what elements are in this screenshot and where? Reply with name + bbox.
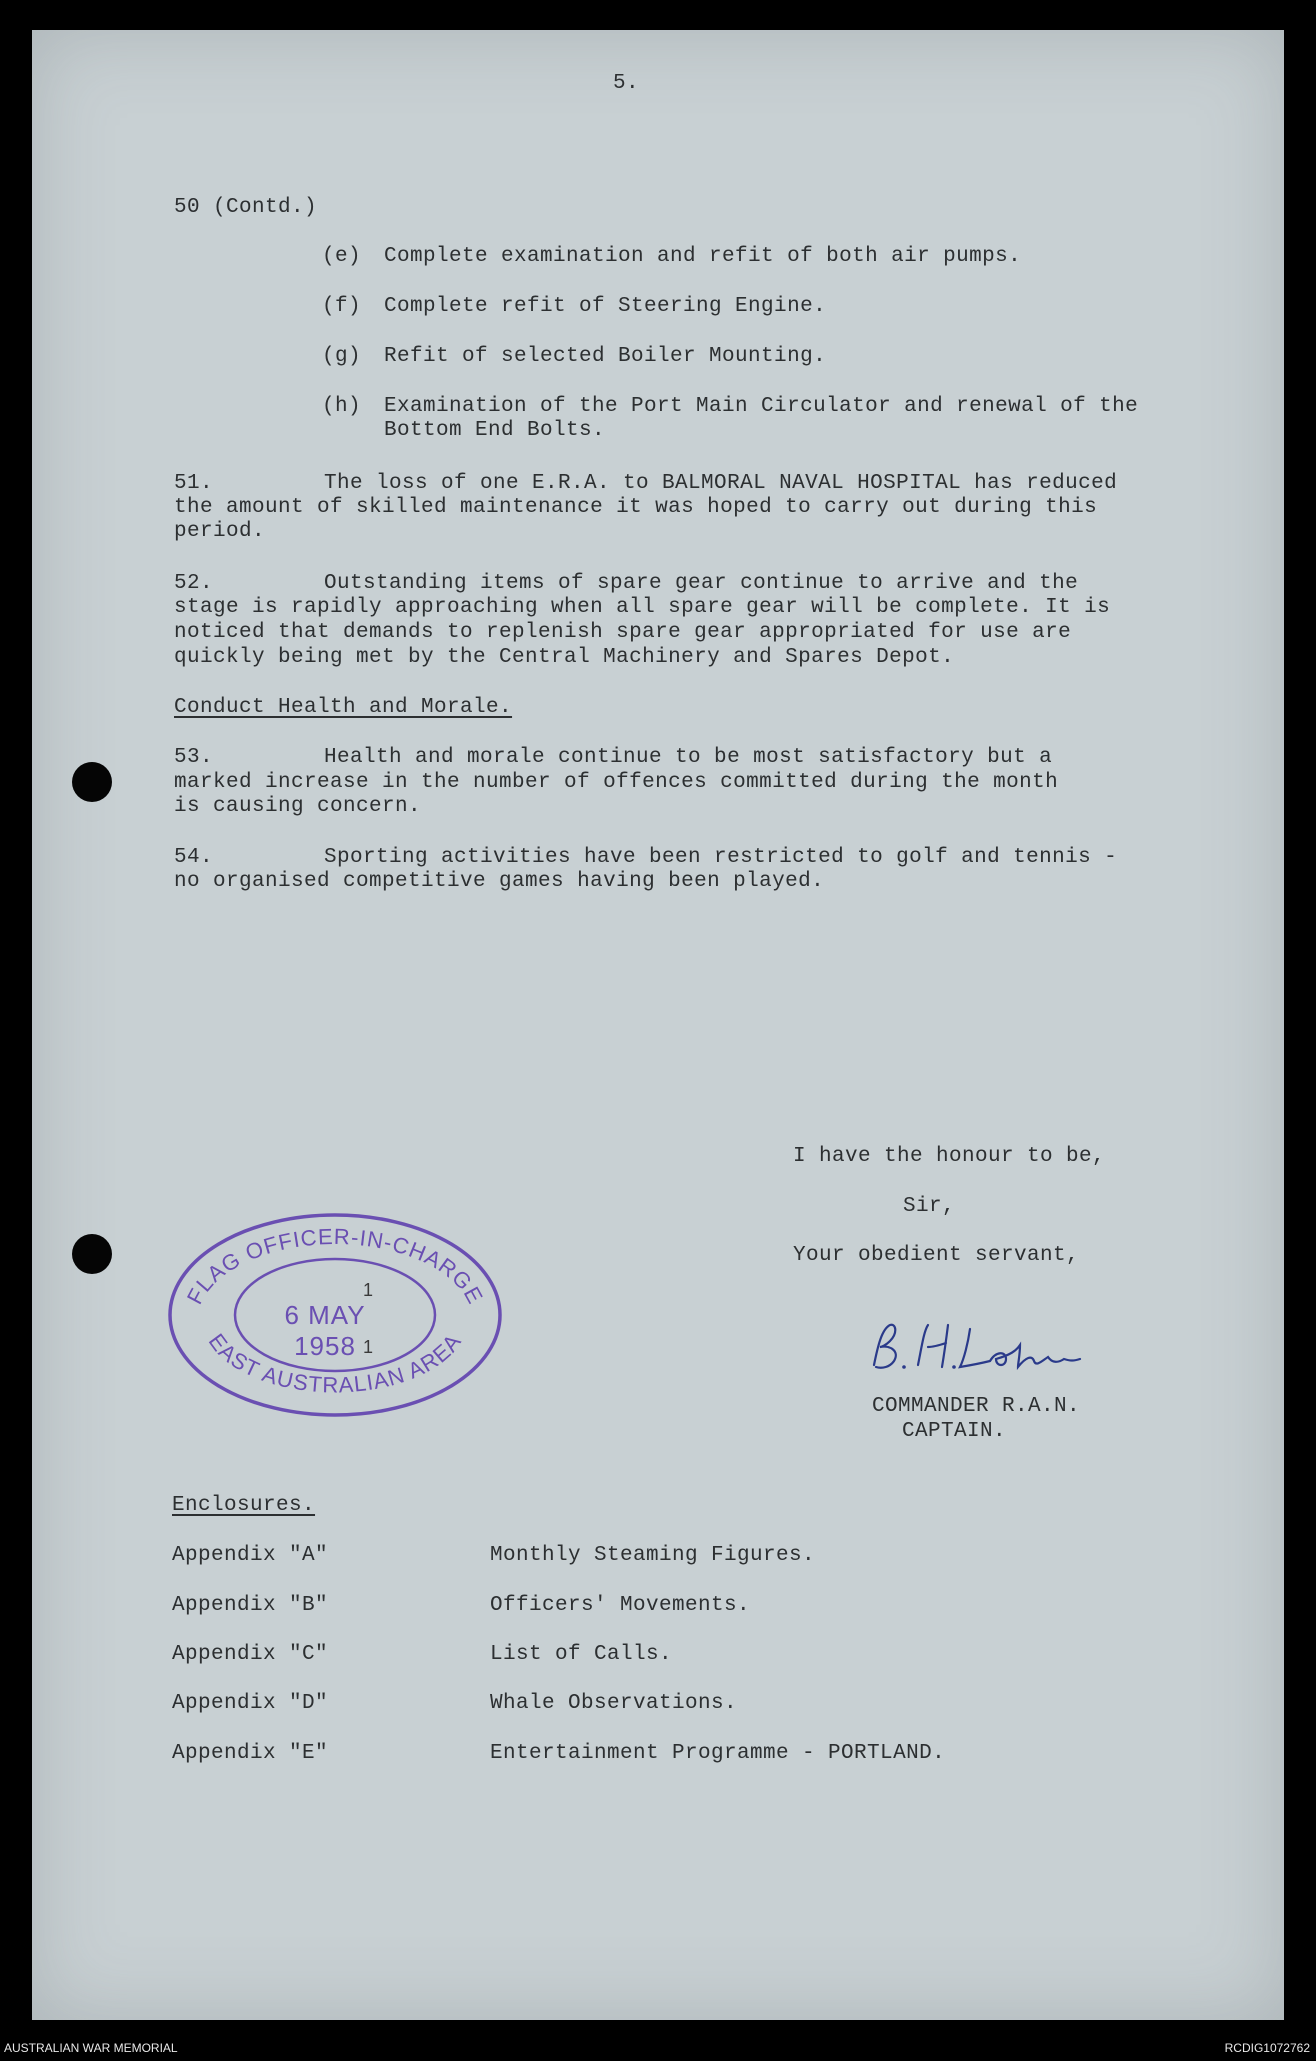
enclosure-description: Monthly Steaming Figures. bbox=[490, 1544, 816, 1567]
section-heading: 50 (Contd.) bbox=[174, 196, 318, 219]
footer-left: AUSTRALIAN WAR MEMORIAL bbox=[4, 2041, 178, 2055]
paragraph-number: 54. bbox=[174, 846, 214, 869]
paragraph-line: noticed that demands to replenish spare gear appropriated for use are bbox=[174, 621, 1072, 644]
footer-right: RCDIG1072762 bbox=[1224, 2041, 1310, 2055]
enclosure-description: Entertainment Programme - PORTLAND. bbox=[490, 1742, 946, 1765]
stamp-date: 6 MAY 1958 bbox=[284, 1300, 366, 1361]
svg-text:FLAG OFFICER-IN-CHARGE bbox=[182, 1224, 488, 1308]
enclosure-appendix: Appendix "E" bbox=[172, 1742, 329, 1765]
paragraph-number: 53. bbox=[174, 746, 214, 769]
paragraph-line: Health and morale continue to be most satisfactory but a bbox=[324, 746, 1053, 769]
closing-line: Sir, bbox=[903, 1195, 956, 1218]
punch-hole bbox=[72, 1234, 112, 1274]
item-text: Refit of selected Boiler Mounting. bbox=[384, 345, 827, 368]
stamp-top-text: FLAG OFFICER-IN-CHARGE bbox=[181, 1223, 489, 1309]
enclosure-appendix: Appendix "C" bbox=[172, 1643, 329, 1666]
paragraph-line: Outstanding items of spare gear continue to arrive and the bbox=[324, 572, 1079, 595]
paragraph-number: 52. bbox=[174, 572, 214, 595]
paragraph-line: Sporting activities have been restricted to golf and tennis - bbox=[324, 846, 1118, 869]
enclosure-description: List of Calls. bbox=[490, 1643, 673, 1666]
enclosures-heading: Enclosures. bbox=[172, 1494, 316, 1517]
stamp-mark: 1 bbox=[363, 1337, 374, 1357]
enclosure-description: Whale Observations. bbox=[490, 1692, 738, 1715]
paragraph-line: period. bbox=[174, 520, 266, 543]
item-text: Examination of the Port Main Circulator and renewal of the bbox=[384, 395, 1139, 418]
enclosure-appendix: Appendix "B" bbox=[172, 1594, 329, 1617]
paragraph-line: The loss of one E.R.A. to BALMORAL NAVAL HOSPITAL has reduced bbox=[324, 472, 1118, 495]
item-text: Bottom End Bolts. bbox=[384, 419, 606, 442]
item-label: (f) bbox=[322, 295, 362, 318]
paragraph-line: stage is rapidly approaching when all spare gear will be complete. It is bbox=[174, 596, 1111, 619]
enclosure-description: Officers' Movements. bbox=[490, 1594, 751, 1617]
closing-line: I have the honour to be, bbox=[793, 1145, 1106, 1168]
enclosure-appendix: Appendix "D" bbox=[172, 1692, 329, 1715]
document-page bbox=[32, 30, 1284, 2020]
item-text: Complete refit of Steering Engine. bbox=[384, 295, 827, 318]
enclosure-appendix: Appendix "A" bbox=[172, 1544, 329, 1567]
stamp-mark: 1 bbox=[363, 1280, 374, 1300]
item-label: (e) bbox=[322, 245, 362, 268]
punch-hole bbox=[72, 762, 112, 802]
closing-line: Your obedient servant, bbox=[793, 1244, 1080, 1267]
signatory-rank: COMMANDER R.A.N. bbox=[872, 1395, 1081, 1418]
paragraph-line: quickly being met by the Central Machinery and Spares Depot. bbox=[174, 646, 955, 669]
paragraph-line: no organised competitive games having been played. bbox=[174, 870, 825, 893]
page-number: 5. bbox=[613, 72, 640, 95]
item-label: (h) bbox=[322, 395, 362, 418]
signatory-title: CAPTAIN. bbox=[902, 1420, 1007, 1443]
paragraph-number: 51. bbox=[174, 472, 214, 495]
section-subheading: Conduct Health and Morale. bbox=[174, 696, 513, 719]
stamp-bottom-text: EAST AUSTRALIAN AREA bbox=[203, 1328, 467, 1398]
item-label: (g) bbox=[322, 345, 362, 368]
signature bbox=[860, 1315, 1090, 1385]
paragraph-line: the amount of skilled maintenance it was hoped to carry out during this bbox=[174, 496, 1098, 519]
item-text: Complete examination and refit of both air pumps. bbox=[384, 245, 1022, 268]
paragraph-line: marked increase in the number of offences committed during the month bbox=[174, 771, 1059, 794]
paragraph-line: is causing concern. bbox=[174, 795, 422, 818]
